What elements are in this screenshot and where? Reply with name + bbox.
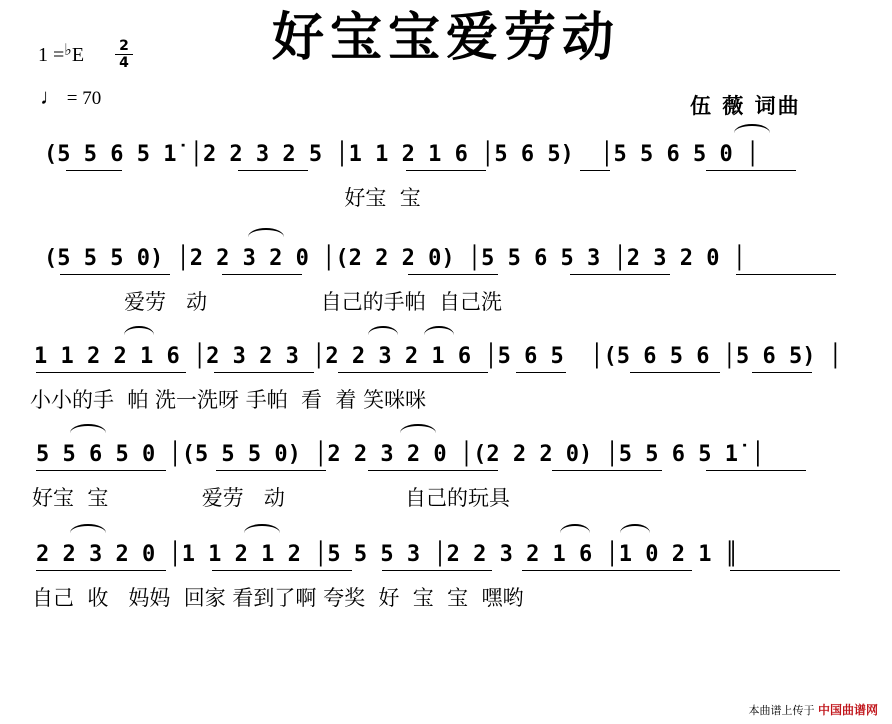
slur xyxy=(70,424,106,442)
beam-underline xyxy=(570,274,670,275)
beam-underline xyxy=(238,170,308,171)
slur xyxy=(620,524,650,542)
slur xyxy=(560,524,590,542)
key-note: E xyxy=(71,44,85,66)
beam-underline xyxy=(368,470,498,471)
notes-row-1: (5 5 6 5 1̇ │2 2 3 2 5 │1 1 2 1 6 │5 6 5) │5 5 6 5 0 │ xyxy=(44,142,760,167)
flat-symbol: ♭ xyxy=(64,42,72,59)
lyrics-row-1: 好宝 宝 xyxy=(44,186,421,210)
beam-underline xyxy=(522,570,692,571)
notes-row-3: 1 1 2 2 1 6 │2 3 2 3 │2 2 3 2 1 6 │5 6 5 │(5 6 5 6 │5 6 5) │ xyxy=(34,344,842,369)
beam-underline xyxy=(382,570,492,571)
beam-underline xyxy=(408,274,498,275)
beam-underline xyxy=(736,274,836,275)
key-prefix: 1 = xyxy=(38,44,65,66)
beam-underline xyxy=(214,372,314,373)
beam-underline xyxy=(580,170,610,171)
slur xyxy=(124,326,154,344)
time-top: 2 xyxy=(119,38,129,54)
site-logo[interactable]: 中国曲谱网 xyxy=(817,703,878,717)
beam-underline xyxy=(212,570,352,571)
slur xyxy=(368,326,398,344)
time-signature xyxy=(115,38,133,71)
tempo-value: = 70 xyxy=(62,88,102,109)
beam-underline xyxy=(516,372,566,373)
key-signature xyxy=(38,40,84,67)
author-credit: 伍 薇 词曲 xyxy=(690,94,801,118)
footer-prefix: 本曲谱上传于 xyxy=(748,704,815,717)
beam-underline xyxy=(406,170,486,171)
time-bottom: 4 xyxy=(115,54,133,71)
lyrics-row-3: 小小的手 帕 洗一洗呀 手帕 看 着 笑咪咪 xyxy=(30,388,427,412)
notes-row-5: 2 2 3 2 0 │1 1 2 1 2 │5 5 5 3 │2 2 3 2 1 6 │1 0 2 1 ║ xyxy=(36,542,738,567)
beam-underline xyxy=(66,170,122,171)
beam-underline xyxy=(630,372,720,373)
lyrics-row-5: 自己 收 妈妈 回家 看到了啊 夸奖 好 宝 宝 嘿哟 xyxy=(32,586,524,610)
notes-row-2: (5 5 5 0) │2 2 3 2 0 │(2 2 2 0) │5 5 6 5 3 │2 3 2 0 │ xyxy=(44,246,746,271)
notes-row-4: 5 5 6 5 0 │(5 5 5 0) │2 2 3 2 0 │(2 2 2 0) │5 5 6 5 1̇ │ xyxy=(36,442,765,467)
song-title: 好宝宝爱劳动 xyxy=(271,8,620,68)
slur xyxy=(248,228,284,246)
beam-underline xyxy=(36,470,166,471)
beam-underline xyxy=(706,470,806,471)
quarter-note-icon: ♩ xyxy=(40,84,62,109)
beam-underline xyxy=(36,570,166,571)
slur xyxy=(70,524,106,542)
beam-underline xyxy=(730,570,840,571)
slur xyxy=(400,424,436,442)
lyrics-row-2: 爱劳 动 自己的手帕 自己洗 xyxy=(44,290,502,314)
beam-underline xyxy=(752,372,812,373)
footer-credit xyxy=(748,701,878,718)
slur xyxy=(734,124,770,142)
beam-underline xyxy=(60,274,170,275)
beam-underline xyxy=(552,470,662,471)
beam-underline xyxy=(706,170,796,171)
beam-underline xyxy=(216,470,326,471)
tempo-marking xyxy=(40,84,101,110)
slur xyxy=(244,524,280,542)
slur xyxy=(424,326,454,344)
lyrics-row-4: 好宝 宝 爱劳 动 自己的玩具 xyxy=(32,486,510,510)
beam-underline xyxy=(222,274,302,275)
beam-underline xyxy=(36,372,186,373)
beam-underline xyxy=(338,372,488,373)
